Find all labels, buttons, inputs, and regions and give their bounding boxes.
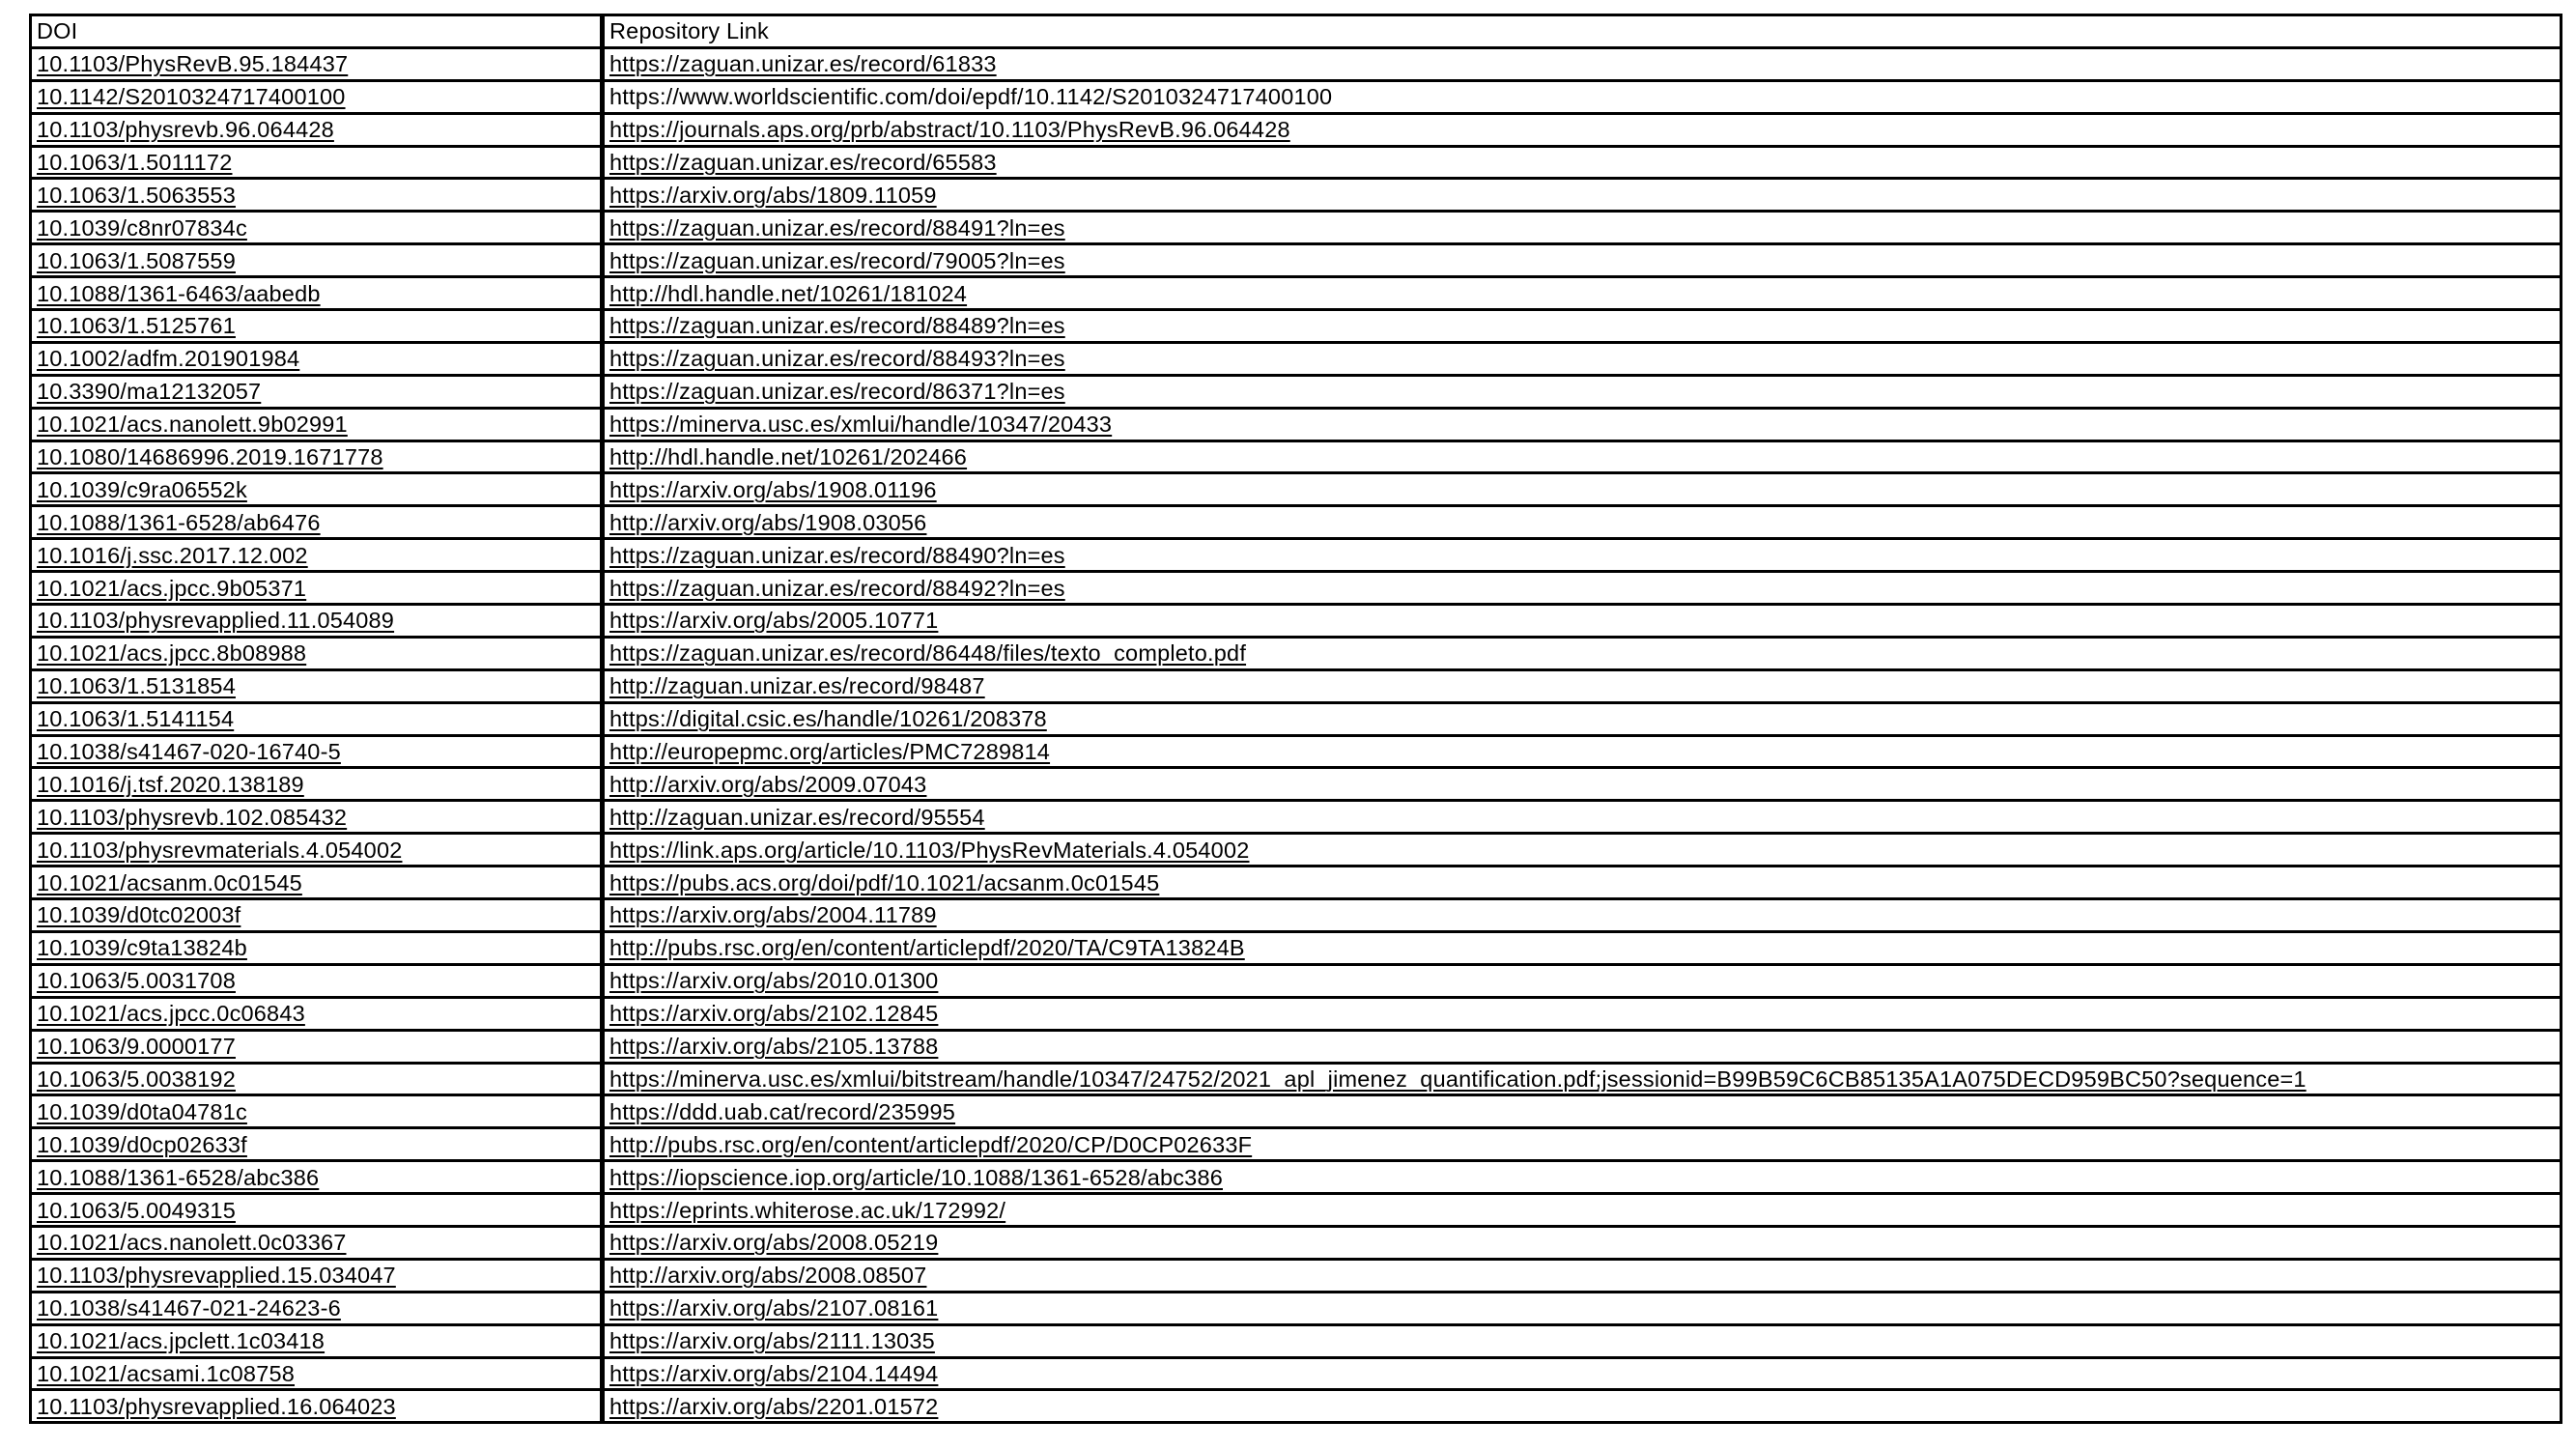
repository-link-cell (603, 1095, 2562, 1128)
doi-link[interactable]: 10.1063/1.5141154 (37, 706, 235, 732)
doi-link[interactable]: 10.1021/acsami.1c08758 (37, 1360, 296, 1386)
doi-cell (31, 539, 603, 572)
repository-link-cell (603, 1128, 2562, 1161)
doi-link[interactable]: 10.1016/j.ssc.2017.12.002 (37, 542, 308, 568)
doi-link[interactable]: 10.1063/1.5011172 (37, 150, 233, 175)
repository-link-cell (603, 1161, 2562, 1194)
table-row (31, 408, 2562, 440)
table-row (31, 1324, 2562, 1357)
repository-link-cell (603, 146, 2562, 179)
doi-cell (31, 867, 603, 899)
repository-link[interactable]: https://arxiv.org/abs/2201.01572 (609, 1393, 939, 1419)
doi-cell (31, 244, 603, 277)
doi-cell (31, 735, 603, 768)
repository-link-cell (603, 1030, 2562, 1063)
doi-cell (31, 964, 603, 997)
doi-link[interactable]: 10.1039/c9ra06552k (37, 476, 247, 502)
doi-cell (31, 179, 603, 212)
doi-link[interactable]: 10.1063/1.5125761 (37, 313, 236, 339)
repository-link[interactable]: https://minerva.usc.es/xmlui/handle/10347/20433 (609, 412, 1113, 438)
repository-link[interactable]: https://zaguan.unizar.es/record/88491?ln=es (609, 214, 1065, 241)
table-row (31, 80, 2562, 113)
table-row (31, 997, 2562, 1030)
repository-link-cell (603, 964, 2562, 997)
table-row (31, 473, 2562, 506)
doi-cell (31, 440, 603, 473)
repository-link-cell (603, 1357, 2562, 1390)
doi-link[interactable]: 10.1039/c8nr07834c (37, 214, 247, 241)
repository-link[interactable]: http://zaguan.unizar.es/record/95554 (609, 804, 985, 830)
doi-cell (31, 1161, 603, 1194)
repository-link-cell (603, 1390, 2562, 1423)
doi-cell (31, 342, 603, 375)
doi-cell (31, 931, 603, 964)
table-row (31, 47, 2562, 80)
doi-cell (31, 1194, 603, 1227)
repository-link-cell (603, 310, 2562, 343)
doi-cell (31, 768, 603, 801)
table-row (31, 964, 2562, 997)
table-row (31, 605, 2562, 638)
doi-cell (31, 113, 603, 146)
doi-link[interactable]: 10.1039/d0cp02633f (37, 1131, 247, 1157)
doi-link[interactable]: 10.1021/acs.jpcc.0c06843 (37, 1001, 305, 1027)
doi-link[interactable]: 10.1038/s41467-020-16740-5 (37, 739, 341, 765)
repository-link-cell (603, 244, 2562, 277)
table-row (31, 572, 2562, 605)
repository-link[interactable]: http://hdl.handle.net/10261/202466 (609, 444, 968, 470)
doi-cell (31, 834, 603, 867)
repository-link[interactable]: http://zaguan.unizar.es/record/98487 (609, 673, 985, 699)
repository-link[interactable]: https://zaguan.unizar.es/record/88493?ln=es (609, 346, 1065, 372)
repository-link[interactable]: http://arxiv.org/abs/1908.03056 (609, 509, 927, 535)
repository-link[interactable]: https://eprints.whiterose.ac.uk/172992/ (609, 1197, 1006, 1223)
repository-link[interactable]: https://digital.csic.es/handle/10261/208378 (609, 706, 1047, 732)
doi-cell (31, 375, 603, 408)
table-row (31, 310, 2562, 343)
table-row (31, 1063, 2562, 1095)
table-row (31, 375, 2562, 408)
doi-link[interactable]: 10.1039/c9ta13824b (37, 935, 247, 961)
repository-link[interactable]: https://arxiv.org/abs/2104.14494 (609, 1360, 939, 1386)
header-doi: DOI (31, 15, 603, 48)
repository-link[interactable]: https://zaguan.unizar.es/record/79005?ln=es (609, 247, 1065, 273)
doi-link[interactable]: 10.1063/5.0038192 (37, 1065, 236, 1092)
doi-cell (31, 506, 603, 539)
table-row (31, 702, 2562, 735)
table-row (31, 669, 2562, 702)
doi-link[interactable]: 10.1038/s41467-021-24623-6 (37, 1295, 341, 1321)
table-row (31, 1390, 2562, 1423)
table-row (31, 179, 2562, 212)
repository-link-cell (603, 931, 2562, 964)
repository-link-cell (603, 1259, 2562, 1292)
doi-cell (31, 669, 603, 702)
repository-link-cell (603, 899, 2562, 932)
doi-repository-table (29, 14, 2562, 1424)
doi-link[interactable]: 10.1088/1361-6463/aabedb (37, 280, 321, 306)
doi-link[interactable]: 10.1103/PhysRevB.95.184437 (37, 51, 349, 77)
table-row (31, 801, 2562, 834)
table-row (31, 1161, 2562, 1194)
doi-link[interactable]: 10.1021/acs.nanolett.9b02991 (37, 412, 348, 438)
repository-link-cell (603, 997, 2562, 1030)
repository-link-cell (603, 735, 2562, 768)
table-row (31, 931, 2562, 964)
doi-link[interactable]: 10.1103/physrevb.102.085432 (37, 804, 348, 830)
header-repository-link: Repository Link (603, 15, 2562, 48)
repository-link[interactable]: https://zaguan.unizar.es/record/88490?ln=es (609, 542, 1065, 568)
repository-link[interactable]: https://journals.aps.org/prb/abstract/10.1103/PhysRevB.96.064428 (609, 117, 1290, 143)
table-row (31, 899, 2562, 932)
repository-link[interactable]: https://arxiv.org/abs/2010.01300 (609, 968, 939, 994)
doi-cell (31, 1030, 603, 1063)
repository-link[interactable]: https://pubs.acs.org/doi/pdf/10.1021/acsanm.0c01545 (609, 869, 1160, 895)
repository-link[interactable]: http://europepmc.org/articles/PMC7289814 (609, 739, 1051, 765)
repository-link-cell (603, 867, 2562, 899)
doi-cell (31, 605, 603, 638)
table-row (31, 1128, 2562, 1161)
doi-link[interactable]: 10.1021/acs.jpcc.9b05371 (37, 575, 307, 601)
repository-link[interactable]: https://arxiv.org/abs/1908.01196 (609, 476, 937, 502)
table-row (31, 342, 2562, 375)
repository-link-cell (603, 1292, 2562, 1324)
repository-link[interactable]: http://pubs.rsc.org/en/content/articlepdf/2020/CP/D0CP02633F (609, 1131, 1253, 1157)
repository-link[interactable]: https://zaguan.unizar.es/record/88492?ln=es (609, 575, 1065, 601)
repository-link[interactable]: https://zaguan.unizar.es/record/61833 (609, 51, 997, 77)
repository-link[interactable]: http://arxiv.org/abs/2008.08507 (609, 1263, 927, 1289)
table-row (31, 440, 2562, 473)
repository-link[interactable]: http://hdl.handle.net/10261/181024 (609, 280, 968, 306)
repository-link[interactable]: https://zaguan.unizar.es/record/86371?ln=es (609, 379, 1065, 405)
repository-link-cell (603, 113, 2562, 146)
repository-link-cell (603, 80, 2562, 113)
repository-link[interactable]: https://iopscience.iop.org/article/10.1088/1361-6528/abc386 (609, 1164, 1223, 1190)
doi-cell (31, 1324, 603, 1357)
repository-link[interactable]: https://zaguan.unizar.es/record/86448/files/texto_completo.pdf (609, 640, 1247, 667)
doi-link[interactable]: 10.1021/acs.jpcc.8b08988 (37, 640, 307, 667)
doi-link[interactable]: 10.1103/physrevmaterials.4.054002 (37, 837, 403, 863)
doi-link[interactable]: 10.1088/1361-6528/abc386 (37, 1164, 320, 1190)
repository-link-cell (603, 440, 2562, 473)
doi-cell (31, 310, 603, 343)
table-row (31, 113, 2562, 146)
doi-link[interactable]: 10.1063/1.5131854 (37, 673, 236, 699)
repository-link-cell (603, 1324, 2562, 1357)
table-body (31, 15, 2562, 1423)
doi-cell (31, 1357, 603, 1390)
doi-cell (31, 1390, 603, 1423)
repository-link[interactable]: http://pubs.rsc.org/en/content/articlepdf/2020/TA/C9TA13824B (609, 935, 1245, 961)
repository-link[interactable]: https://arxiv.org/abs/2102.12845 (609, 1001, 939, 1027)
repository-link[interactable]: https://arxiv.org/abs/1809.11059 (609, 182, 937, 208)
doi-cell (31, 212, 603, 244)
repository-link-cell (603, 801, 2562, 834)
doi-link[interactable]: 10.1080/14686996.2019.1671778 (37, 444, 383, 470)
repository-link[interactable]: https://arxiv.org/abs/2004.11789 (609, 902, 937, 928)
table-row (31, 212, 2562, 244)
table-row (31, 1226, 2562, 1259)
doi-link[interactable]: 10.1142/S2010324717400100 (37, 84, 346, 110)
doi-link[interactable]: 10.1063/9.0000177 (37, 1034, 236, 1060)
repository-link[interactable]: https://arxiv.org/abs/2107.08161 (609, 1295, 939, 1321)
repository-link[interactable]: https://arxiv.org/abs/2105.13788 (609, 1034, 939, 1060)
table-row (31, 1259, 2562, 1292)
doi-cell (31, 1063, 603, 1095)
repository-link-cell (603, 669, 2562, 702)
repository-link-cell (603, 179, 2562, 212)
repository-link-cell (603, 702, 2562, 735)
table-row (31, 1194, 2562, 1227)
table-row (31, 244, 2562, 277)
doi-link[interactable]: 10.3390/ma12132057 (37, 379, 262, 405)
doi-link[interactable]: 10.1103/physrevapplied.15.034047 (37, 1263, 396, 1289)
doi-link[interactable]: 10.1039/d0tc02003f (37, 902, 241, 928)
repository-link[interactable]: https://arxiv.org/abs/2005.10771 (609, 608, 939, 634)
repository-link-cell (603, 342, 2562, 375)
doi-link[interactable]: 10.1103/physrevb.96.064428 (37, 117, 334, 143)
repository-link[interactable]: https://arxiv.org/abs/2008.05219 (609, 1230, 939, 1256)
repository-link-cell (603, 1194, 2562, 1227)
doi-cell (31, 801, 603, 834)
table-row (31, 1292, 2562, 1324)
table-row (31, 834, 2562, 867)
repository-link[interactable]: https://zaguan.unizar.es/record/88489?ln=es (609, 313, 1065, 339)
table-row (31, 867, 2562, 899)
repository-link[interactable]: https://www.worldscientific.com/doi/epdf/10.1142/S2010324717400100 (609, 84, 1333, 110)
doi-link[interactable]: 10.1002/adfm.201901984 (37, 346, 300, 372)
table-row (31, 277, 2562, 310)
doi-link[interactable]: 10.1063/1.5063553 (37, 182, 236, 208)
table-row (31, 1357, 2562, 1390)
repository-link-cell (603, 408, 2562, 440)
repository-link[interactable]: https://ddd.uab.cat/record/235995 (609, 1098, 956, 1124)
doi-cell (31, 899, 603, 932)
doi-cell (31, 277, 603, 310)
table-row (31, 539, 2562, 572)
doi-cell (31, 1095, 603, 1128)
repository-link[interactable]: https://arxiv.org/abs/2111.13035 (609, 1328, 935, 1354)
table-row (31, 735, 2562, 768)
table-row (31, 146, 2562, 179)
table-row (31, 1095, 2562, 1128)
repository-link-cell (603, 605, 2562, 638)
doi-cell (31, 637, 603, 669)
doi-cell (31, 1292, 603, 1324)
doi-cell (31, 572, 603, 605)
repository-link[interactable]: https://minerva.usc.es/xmlui/bitstream/handle/10347/24752/2021_apl_jimenez_quantification.pdf;jsessionid=B99B59C6CB85135A1A075DECD959BC50?sequence=1 (609, 1065, 2307, 1092)
doi-link[interactable]: 10.1103/physrevapplied.11.054089 (37, 608, 395, 634)
doi-cell (31, 1259, 603, 1292)
repository-link-cell (603, 473, 2562, 506)
doi-link[interactable]: 10.1063/1.5087559 (37, 247, 236, 273)
doi-link[interactable]: 10.1021/acs.jpclett.1c03418 (37, 1328, 326, 1354)
doi-cell (31, 997, 603, 1030)
table-row (31, 506, 2562, 539)
doi-cell (31, 1226, 603, 1259)
repository-link-cell (603, 539, 2562, 572)
repository-link-cell (603, 212, 2562, 244)
repository-link-cell (603, 277, 2562, 310)
repository-link-cell (603, 375, 2562, 408)
table-row (31, 637, 2562, 669)
repository-link[interactable]: https://zaguan.unizar.es/record/65583 (609, 150, 997, 175)
repository-link[interactable]: https://link.aps.org/article/10.1103/PhysRevMaterials.4.054002 (609, 837, 1250, 863)
table-row (31, 768, 2562, 801)
repository-link-cell (603, 1063, 2562, 1095)
repository-link-cell (603, 572, 2562, 605)
doi-cell (31, 408, 603, 440)
doi-link[interactable]: 10.1063/5.0049315 (37, 1197, 236, 1223)
repository-link-cell (603, 506, 2562, 539)
doi-cell (31, 473, 603, 506)
doi-link[interactable]: 10.1021/acs.nanolett.0c03367 (37, 1230, 347, 1256)
repository-link-cell (603, 1226, 2562, 1259)
repository-link-cell (603, 834, 2562, 867)
repository-link-cell (603, 47, 2562, 80)
doi-link[interactable]: 10.1063/5.0031708 (37, 968, 236, 994)
doi-cell (31, 702, 603, 735)
repository-link[interactable]: http://arxiv.org/abs/2009.07043 (609, 771, 927, 797)
table-header-row (31, 15, 2562, 48)
doi-cell (31, 80, 603, 113)
table-row (31, 1030, 2562, 1063)
doi-link[interactable]: 10.1039/d0ta04781c (37, 1098, 247, 1124)
repository-link-cell (603, 768, 2562, 801)
doi-link[interactable]: 10.1021/acsanm.0c01545 (37, 869, 302, 895)
doi-cell (31, 47, 603, 80)
doi-link[interactable]: 10.1088/1361-6528/ab6476 (37, 509, 321, 535)
doi-cell (31, 146, 603, 179)
doi-cell (31, 1128, 603, 1161)
repository-link-cell (603, 637, 2562, 669)
doi-link[interactable]: 10.1016/j.tsf.2020.138189 (37, 771, 304, 797)
doi-link[interactable]: 10.1103/physrevapplied.16.064023 (37, 1393, 396, 1419)
